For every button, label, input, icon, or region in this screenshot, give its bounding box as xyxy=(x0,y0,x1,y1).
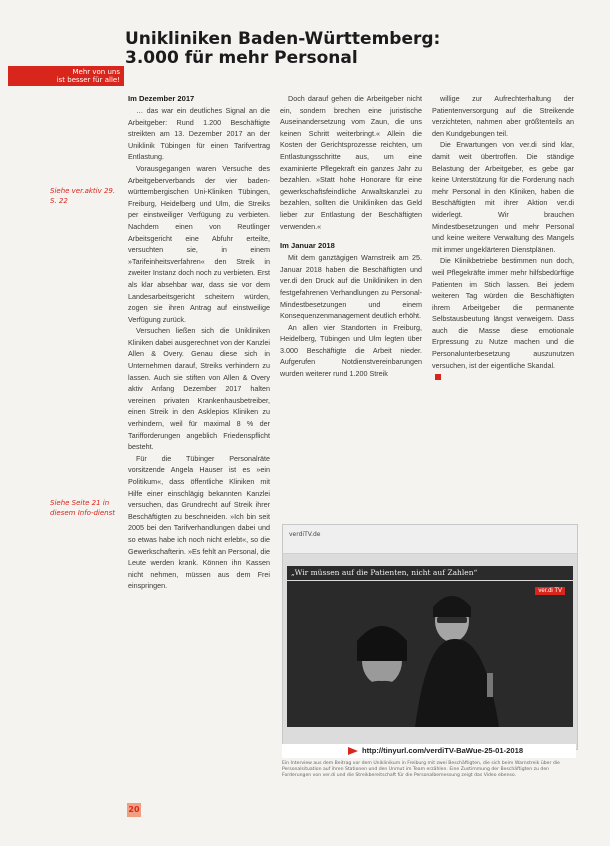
video-frame[interactable] xyxy=(287,581,573,727)
page-number: 20 xyxy=(127,803,141,817)
video-url[interactable]: http://tinyurl.com/verdiTV-BaWue-25-01-2018 xyxy=(362,746,524,755)
site-header xyxy=(283,525,577,554)
paragraph: willige zur Aufrechterhaltung der Patientenversorgung auf die Streikende verzichteten, nahmen aber größtenteils an den Kundgebungen teil. xyxy=(432,94,574,138)
section-heading: Im Januar 2018 xyxy=(280,241,335,251)
rubric-line-1: Mehr von uns xyxy=(72,68,120,76)
image-caption: Ein Interview aus dem Beitrag vor dem Uniklinikum in Freiburg mit zwei Beschäftigten, die sich beim Warnstreik über die Personalsituation auf ihren Stationen und den Unmut im Team erzählen. Eine Zustimmung der Beschäftigten zu den Forderungen von ver.di und die Streikbereitschaft für die Personalbemessung zeigt das Video ebenso. xyxy=(282,761,560,779)
paragraph: … das war ein deutliches Signal an die Arbeitgeber: Rund 1.200 Beschäftigte streikten am 13. Dezember 2017 an der Uniklinik Tübingen für einen Tarifvertrag Entlastung. xyxy=(128,106,270,162)
paragraph: Versuchen ließen sich die Unikliniken Kliniken dabei ausgerechnet von der Kanzlei Allen & Overy. Genau diese sich in Unternehmen darauf, Streiks verhindern zu lassen. Auch sie stiften von Allen & Overy aktiv Anfang Dezember 2017 halten vereinen privaten Krankenhausbetreiber, einen Streik in den Asklepios Kliniken zu verhindern, weil für maximal 8 % der Tarifforderungen angeblich Friedenspflicht besteht. xyxy=(128,326,270,452)
article-title xyxy=(125,30,445,68)
paragraph: Mit dem ganztägigen Warnstreik am 25. Januar 2018 haben die Beschäftigten und ver.di den Druck auf die Unikliniken in den festgefahrenen Verhandlungen zu Personal-Mindestbesetzungen und einem Konsequenzenmanagement deutlich erhöht. xyxy=(280,253,422,321)
paragraph: Die Klinikbetriebe bestimmen nun doch, weil Pflegekräfte immer mehr hilfsbedürftige Patienten im Stich lassen. Bei jedem weiteren Tag würden die Beschäftigten ihrem Arbeitgeber die permanente Selbstausbeutung längst verweigern. Dass auch die Masse diese emotionale Erpressung zu Nutze machen und die Personalunterbesetzung auszunutzen versuchen, ist der eigentliche Skandal. xyxy=(432,256,574,370)
video-channel-label: ver.di TV xyxy=(535,587,565,595)
margin-note-2: Siehe Seite 21 in diesem Info-dienst xyxy=(50,499,115,517)
video-screenshot xyxy=(282,524,578,750)
margin-note-1: Siehe ver.aktiv 29. S. 22 xyxy=(50,187,116,205)
video-banner: „Wir müssen auf die Patienten, nicht auf Zahlen“ xyxy=(287,566,573,580)
title-line-1: Unikliniken Baden-Württemberg: xyxy=(125,29,441,49)
paragraph: An allen vier Standorten in Freiburg, Heidelberg, Tübingen und Ulm legten über 3.000 Beschäftigte die Arbeit nieder. Aufgerufen Notdienstvereinbarungen wurden weiterer rund 1.200 Streik xyxy=(280,322,422,379)
section-heading: Im Dezember 2017 xyxy=(128,94,195,103)
video-still-image xyxy=(287,581,573,727)
paragraph: Für die Tübinger Personalräte vorsitzende Angela Hauser ist es »ein Politikum«, dass öffentliche Kliniken mit Hilfe einer einschlägig bekannten Kanzlei versuchen, das Grundrecht auf Streik ihrer Beschäftigten zu beschneiden. »Ich bin seit 2005 bei den Tarifverhandlungen dabei und so etwas habe ich noch nicht erlebt«, so die Gewerkschafterin. »Es fehlt an Personal, die Leute werden krank. Können ihn Kassen nicht nehmen, müssen aus dem Frei einspringen. xyxy=(128,453,270,591)
title-line-2: 3.000 für mehr Personal xyxy=(125,48,358,68)
text-column-2 xyxy=(280,93,422,380)
text-column-3 xyxy=(432,93,574,383)
end-mark-icon xyxy=(435,374,441,380)
section-rubric xyxy=(8,66,124,86)
paragraph: Vorausgegangen waren Versuche des Arbeitgeberverbands der vier baden-württembergischen Uni-Kliniken Tübingen, Freiburg, Heidelberg und Ulm, die Streiks per einstweiliger Verfügung zu verbieten. Nachdem einen von Reutlinger Arbeitsgericht eine Abfuhr erteilte, versuchten sie, in einem »Tarifeinheitsverfahren« den Streik in zweiter Instanz doch noch zu verbieten. Erst als klar absehbar war, dass sie vor dem Landesarbeitsgericht scheitern würden, zogen sie ihren Antrag auf einstweilige Verfügung zurück. xyxy=(128,163,270,324)
paragraph: Doch darauf gehen die Arbeitgeber nicht ein, sondern brechen eine juristische Auseinandersetzung vom Zaun, die uns keinen Schritt weiterbringt.« Allein die Kosten der Gerichtsprozesse reichten, um Entlastungsschritte aus, um eine examinierte Pflegekraft ein ganzes Jahr zu bezahlen. »Statt hohe Honorare für eine gewerkschaftsfeindliche Anwaltskanzlei zu bezahlen, sollten die Unikliniken das Geld lieber zur Entlastung der Beschäftigten verwenden.« xyxy=(280,94,422,231)
paragraph: Die Erwartungen von ver.di sind klar, damit weit übertroffen. Die ständige Belastung der Arbeitgeber, es gebe gar keine Unterstützung für die Forderung nach mehr Personal in den Kliniken, haben die Beschäftigten mit ihrer Aktion ver.di widerlegt. Wir brauchen Mindestbesetzungen und mehr Personal und keine weitere Verwaltung des Mangels mit immer ungeklärteren Dienstplänen. xyxy=(432,140,574,254)
video-link[interactable] xyxy=(282,744,576,758)
text-column-1 xyxy=(128,93,270,592)
site-logo: verdiTV.de xyxy=(289,531,321,538)
rubric-line-2: ist besser für alle! xyxy=(56,76,120,84)
arrow-right-icon xyxy=(348,747,358,755)
